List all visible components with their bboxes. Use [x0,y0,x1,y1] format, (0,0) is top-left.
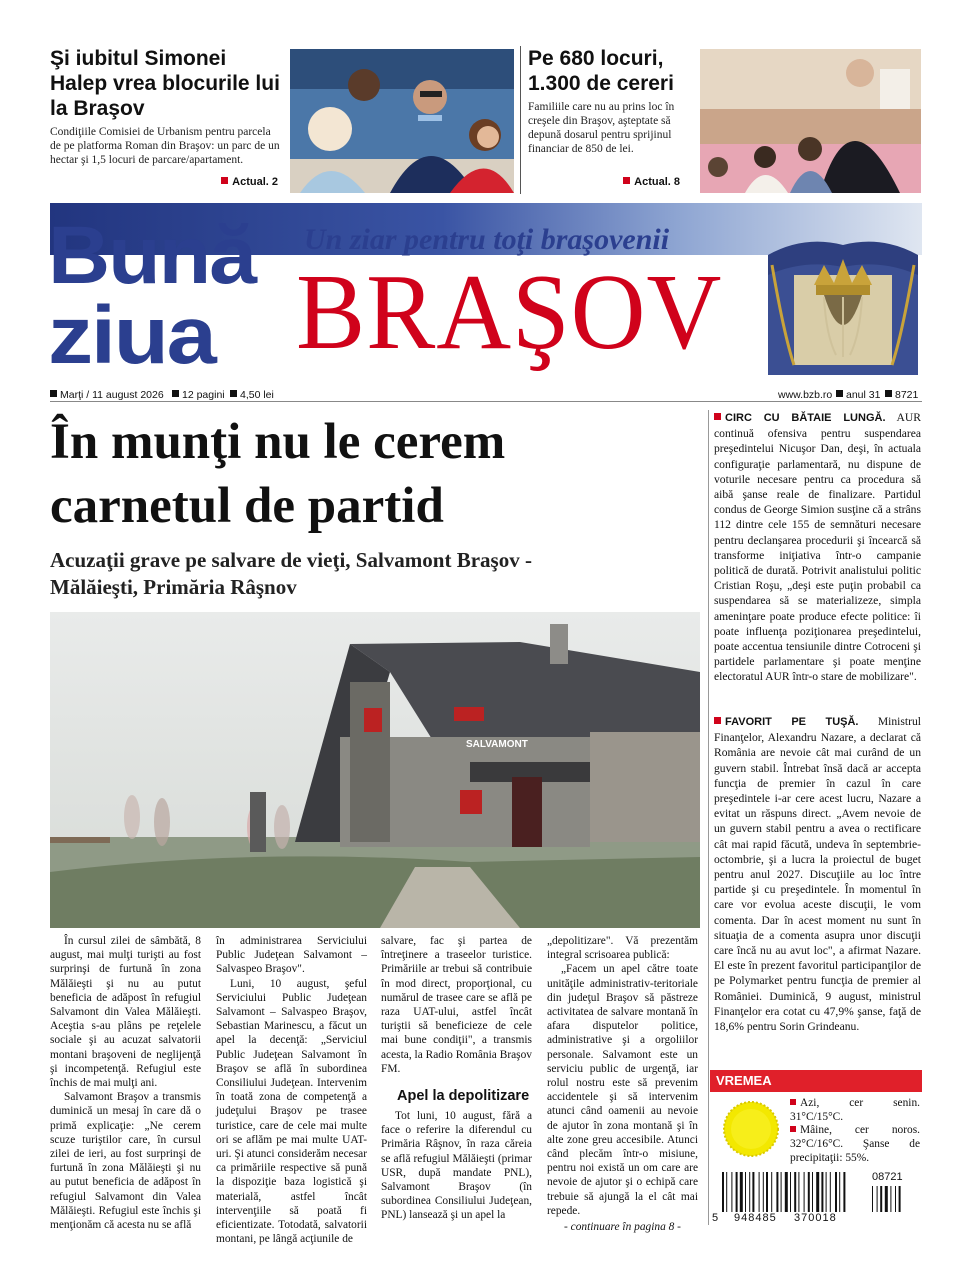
paragraph: Luni, 10 august, şeful Serviciului Public Judeţean Salvamont – Salvaspeo Braşov, Sebastian Marinescu, a făcut un apel la decenţă: „Serviciul Public Judeţean Salvamont în Braşov se află în subordinea Consiliului Judeţean. Intervenim în toată zona de competenţă a judeţului Braşov pe trasee turistice, care de cele mai multe ori se aflăm pe mai multe UAT-uri. Şi atunci considerăm necesar ca primăriile respective să pună la dispoziţie baza logistică şi materială, astfel încât intervenţiile să poată fi eficientizate. Totodată, salvatorii montani, pe lângă acţiunile de [216,977,367,1246]
barcode [712,1170,922,1226]
paragraph: În cursul zilei de sâmbătă, 8 august, mai mulţi turişti au fost surprinşi de furtună în zona Mălăieşti şi nu au putut beneficia de adăpost în refugiul Salvamont din Valea Mălăieşti. Aceştia s-au plâns pe reţelele sociale şi au acuzat salvatorii montani braşoveni de neglijenţă şi incompetenţă. Refugiul este închis de mai mulţi ani. [50,935,201,1090]
promo-2-ref[interactable]: Actual. 8 [623,176,680,188]
issue-number: 8721 [895,389,919,401]
sidebar-item-1 [714,410,921,706]
paragraph: „depolitizare". Vă prezentăm integral scrisoarea publică: [547,935,698,962]
city-name: BRAŞOV [296,253,723,372]
celebrities-photo [290,49,514,193]
sidebar-item-1-text: AUR continuă ofensiva pentru suspendarea preşedintelui Nicuşor Dan, deşi, în actuala configuraţie parlamentară, nu dispune de voturile necesare pentru ca procedura să aibă şanse reale de finalizare. Partidul condus de George Simion susţine că a strâns 112 dintre cele 155 de semnături necesare pentru declanşarea procedurii şi încearcă să transforme iniţiativa într-o campanie politică de durată. Potrivit analistului politic Cristian Roşu, „deşi este puţin probabil ca suspendarea să se materializeze, simpla ameninţare poate produce efecte politice: îi poate influenţa poziţionarea preşedintelui, poate accentua tensiunile dintre Cotroceni şi partidele parlamentare şi poate menţine electoratul AUR într-o stare de mobilizare". [714,411,921,684]
main-subhead: Acuzaţii grave pe salvare de vieţi, Salvamont Braşov - Mălăieşti, Primăria Râşnov [50,548,532,599]
issue-date: Marţi / 11 august 2026 [60,389,164,401]
promo-divider [520,46,521,194]
article-column-2 [216,934,367,1246]
promo-2-text: Familiile care nu au prins loc în creşele din Braşov, aşteptate să depună dosarul pentru sprijinul financiar de 850 de lei. [528,101,675,155]
promo-2-photo[interactable] [700,49,921,193]
red-square-icon [714,413,721,420]
coat-of-arms [764,215,922,375]
promo-1-title[interactable]: Şi iubitul Simonei Halep vrea blocurile lui la Braşov [50,47,280,120]
article-column-4 [547,934,698,1234]
section-heading: Apel la depolitizare [397,1088,530,1105]
red-square-icon [623,177,630,184]
red-square-icon [714,717,721,724]
main-photo[interactable] [50,612,700,928]
weather-box [710,1070,922,1166]
article-column-1 [50,934,201,1232]
promo-1-photo[interactable] [290,49,514,193]
weather-today: Azi, cer senin. 31°C/15°C. [790,1097,920,1123]
paragraph: Salvamont Braşov a transmis duminică un mesaj în care dă o primă explicaţie: „Ne cerem scuze turiştilor care, în cursul zilei de ieri, au fost surprinşi de furtună în zona Mălăieşti şi nu au putut beneficia de adăpost în refugiul Salvamont din Valea Mălăieşti. Refugiul este închis şi menţionăm că acesta nu se află [50,1091,201,1232]
promo-2[interactable] [528,46,694,194]
info-bar [50,388,922,402]
continue-link[interactable]: - continuare în pagina 8 - [564,1221,681,1234]
weather-title: VREMEA [710,1070,922,1092]
sidebar-item-2-text: Ministrul Finanţelor, Alexandru Nazare, a declarat că România are nevoie cât mai curând de un guvern stabil. Întrebat însă dacă ar accepta funcţia de premier în cazul în care preşedintele i-ar cere acest lucru, Nazare a evitat un răspuns direct. „Avem nevoie de un guvern stabil pentru a avea o rectificare cât mai rapid făcută, undeva în septembrie-octombrie, şi a lucra la proiectul de buget pentru anul 2027. Discuţiile au loc între partide şi cu preşedintele. În momentul în care vor evolua aceste discuţii, le vom comenta. Dar în acest moment nu sunt în situaţia de a comenta asupra unor discuţii care încă nu au avut loc", a afirmat Nazare. El este în prezent favoritul participanţilor de pe Polymarket pentru funcţia de premier al României. Duminică, 9 august, ministrul Finanţelor era cotat cu 47,9% şanse, faţă de 18,6% pentru Sorin Grindeanu. [714,715,921,1034]
mountain-refuge-photo [50,612,700,928]
masthead[interactable] [50,203,922,385]
paragraph: „Facem un apel către toate unităţile administrativ-teritoriale din judeţul Braşov să păstreze activitatea de salvare montană în afara disputelor politice, administrative şi a orgoliilor personale. Salvamont este un serviciu public de urgenţă, iar rolul nostru este să prevenim accidentele şi să intervenim atunci când oamenii au nevoie de ajutor în zona montană şi în alte zone greu accesibile. Atunci când plecăm într-o misiune, pentru noi există un om care are nevoie de ajutor şi o echipă care trebuie să ajungă la el cât mai repede. [547,963,698,1217]
paragraph: Tot luni, 10 august, fără a face o referire la diferendul cu Primăria Râşnov, în raza căreia se află refugiul Mălăieşti (primar USR, după mandate PNL), Salvamont Braşov (în subordinea Consiliului Judeţean, PNL) lansează şi un apel la [381,1110,532,1222]
barcode-issue-code: 08721 [872,1171,903,1183]
sun-icon [722,1100,780,1158]
website-link[interactable]: www.bzb.ro [778,389,833,401]
tagline: Un ziar pentru toţi braşovenii [304,223,670,256]
barcode-digits-b: 948485 [734,1212,777,1224]
barcode-digits-c: 370018 [794,1212,837,1224]
promo-1[interactable] [50,46,282,194]
article-column-3 [381,934,532,1224]
paragraph: în administrarea Serviciului Public Judeţean Salvamont – Salvaspeo Braşov". [216,935,367,976]
paragraph: salvare, fac şi partea de întreţinere a traseelor turistice. Primăriile ar trebui să contribuie în mod direct, proporţional, cu numărul de trasee care se află pe raza UAT-ului, astfel încât turiştii să beneficieze de cele mai bune condiţii", a transmis acesta, la Radio România Braşov FM. [381,935,532,1075]
weather-tomorrow: Mâine, cer noros. 32°C/16°C. Şanse de precipitaţii: 55%. [790,1124,920,1164]
sidebar-item-1-lead: CIRC CU BĂTAIE LUNGĂ. [725,412,886,424]
year-number: anul 31 [846,389,881,401]
sidebar-divider [708,410,709,1225]
promo-1-ref[interactable]: Actual. 2 [221,176,278,188]
promo-2-title[interactable]: Pe 680 locuri, 1.300 de cereri [528,47,674,95]
promo-1-text: Condiţiile Comisiei de Urbanism pentru parcela de pe platforma Roman din Braşov: un parc de un hectar şi 1,5 locuri de parcare/apartament. [50,126,280,166]
barcode-digit-a: 5 [712,1212,719,1224]
main-headline[interactable]: În munţi nu le cerem carnetul de partid [50,414,506,534]
page-count: 12 pagini [182,389,225,401]
photo-sign: SALVAMONT [466,739,528,750]
sidebar-item-2 [714,714,921,1066]
kindergarten-photo [700,49,921,193]
logo-line-2: ziua [48,290,215,381]
sidebar-item-2-lead: FAVORIT PE TUŞĂ. [725,716,859,728]
price: 4,50 lei [240,389,274,401]
crown-coat-of-arms-icon [764,215,922,375]
red-square-icon [221,177,228,184]
logo-line-1: Bună [48,210,255,301]
